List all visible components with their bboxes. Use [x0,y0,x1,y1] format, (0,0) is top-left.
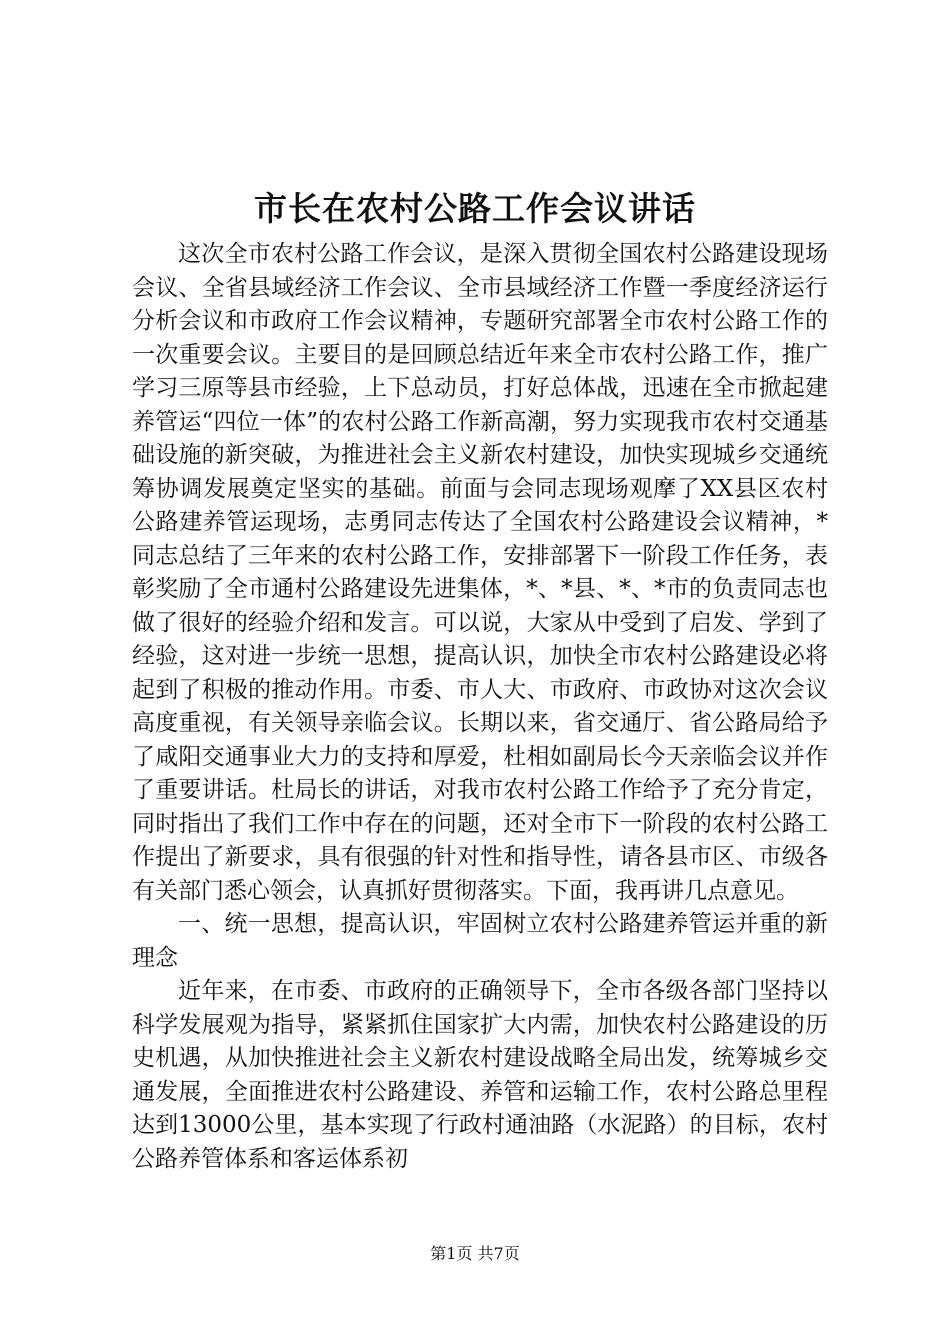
section-heading-1: 一、统一思想，提高认识，牢固树立农村公路建养管运并重的新理念 [132,911,828,971]
page-number-footer: 第1页 共7页 [430,1244,520,1263]
paragraph-intro: 这次全市农村公路工作会议，是深入贯彻全国农村公路建设现场会议、全省县域经济工作会议、全市县域经济工作暨一季度经济运行分析会议和市政府工作会议精神，专题研究部署全市农村公路工作的一次重要会议。主要目的是回顾总结近年来全市农村公路工作，推广学习三原等县市经验，上下总动员，打好总体战，迅速在全市掀起建养管运“四位一体”的农村公路工作新高潮，努力实现我市农村交通基础设施的新突破，为推进社会主义新农村建设，加快实现城乡交通统筹协调发展奠定坚实的基础。前面与会同志现场观摩了XX县区农村公路建养管运现场，志勇同志传达了全国农村公路建设会议精神，*同志总结了三年来的农村公路工作，安排部署下一阶段工作任务，表彰奖励了全市通村公路建设先进集体，*、*县、*、*市的负责同志也做了很好的经验介绍和发言。可以说，大家从中受到了启发、学到了经验，这对进一步统一思想，提高认识，加快全市农村公路建设必将起到了积极的推动作用。市委、市人大、市政府、市政协对这次会议高度重视，有关领导亲临会议。长期以来，省交通厅、省公路局给予了咸阳交通事业大力的支持和厚爱，杜相如副局长今天亲临会议并作了重要讲话。杜局长的讲话，对我市农村公路工作给予了充分肯定，同时指出了我们工作中存在的问题，还对全市下一阶段的农村公路工作提出了新要求，具有很强的针对性和指导性，请各县市区、市级各有关部门悉心领会，认真抓好贯彻落实。下面，我再讲几点意见。 [132,241,828,904]
paragraph-section-1: 近年来，在市委、市政府的正确领导下，全市各级各部门坚持以科学发展观为指导，紧紧抓住国家扩大内需，加快农村公路建设的历史机遇，从加快推进社会主义新农村建设战略全局出发，统筹城乡交通发展，全面推进农村公路建设、养管和运输工作，农村公路总里程达到13000公里，基本实现了行政村通油路（水泥路）的目标，农村公路养管体系和客运体系初 [132,978,828,1172]
document-body [132,238,828,1176]
document-title: 市长在农村公路工作会议讲话 [254,189,696,228]
